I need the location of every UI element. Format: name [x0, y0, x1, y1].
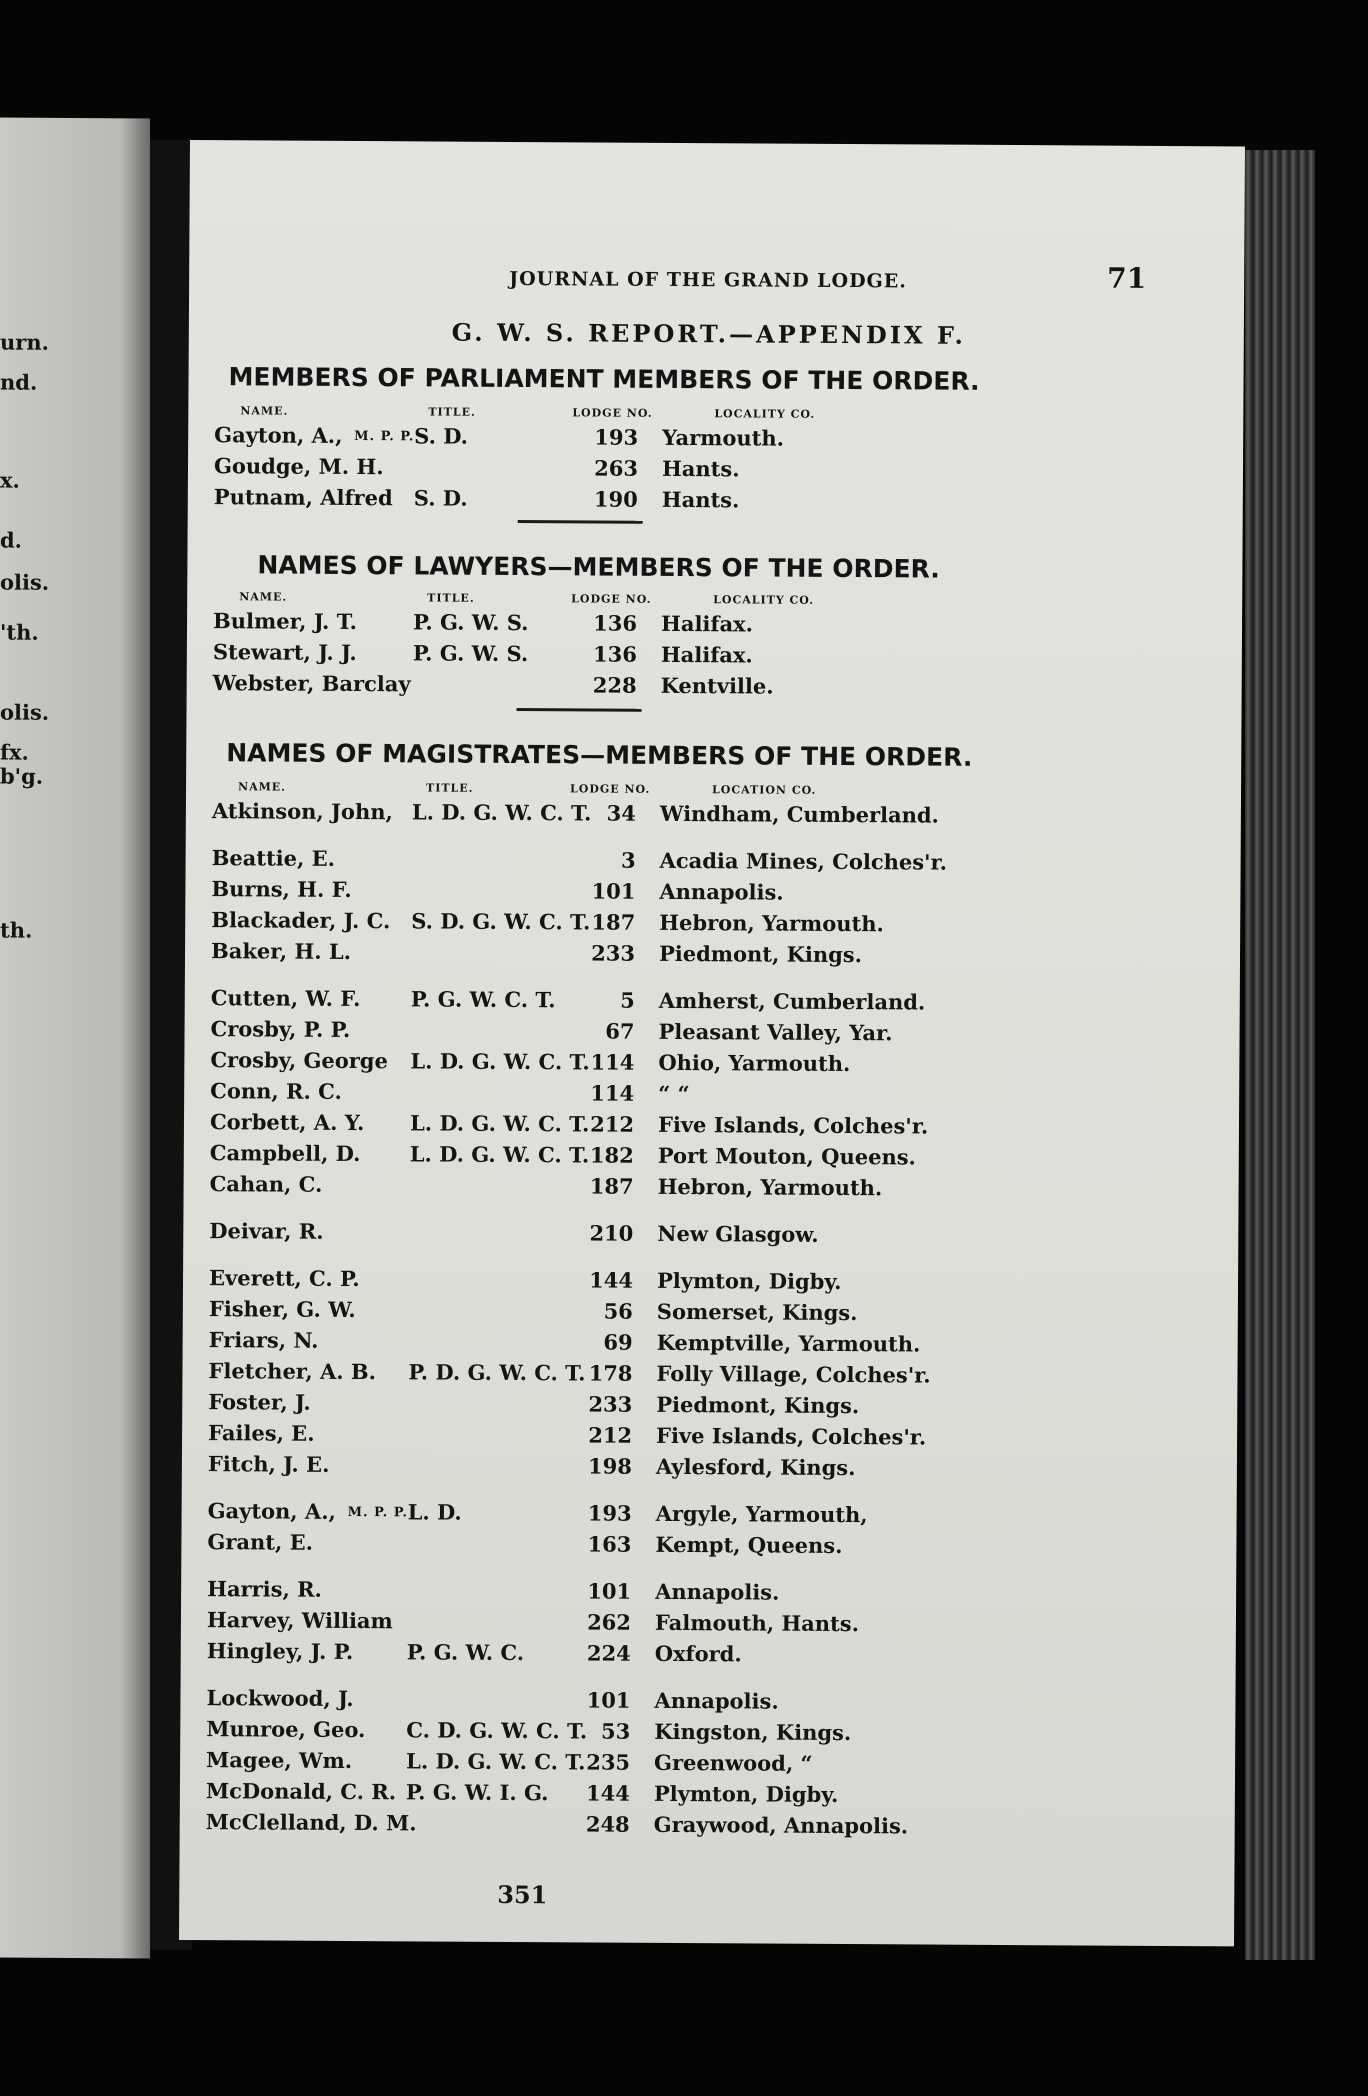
column-header-lodge: LODGE NO.	[572, 406, 653, 420]
lodge-number: 263	[594, 455, 639, 481]
member-location: Oxford.	[654, 1640, 742, 1667]
left-page-text: d.	[0, 527, 22, 553]
table-row	[188, 484, 1238, 520]
column-header-name: NAME.	[239, 590, 288, 604]
member-location: Aylesford, Kings.	[655, 1453, 856, 1481]
left-page-text: 'th.	[0, 619, 39, 645]
lodge-number: 101	[586, 1687, 631, 1713]
member-name: Friars, N.	[208, 1327, 319, 1353]
section-divider	[517, 708, 642, 712]
member-name: Grant, E.	[207, 1529, 314, 1555]
member-location: Plymton, Digby.	[653, 1780, 839, 1807]
table-row	[181, 1638, 1231, 1674]
member-name: Webster, Barclay	[212, 670, 411, 697]
table-row	[183, 1327, 1233, 1363]
member-name: Stewart, J. J.	[212, 639, 357, 666]
table-row	[180, 1747, 1230, 1783]
member-name: McDonald, C. R.	[205, 1778, 397, 1805]
column-header-lodge: LODGE NO.	[571, 592, 652, 606]
member-title: L. D. G. W. C. T.	[410, 1048, 590, 1075]
table-row	[180, 1716, 1230, 1752]
member-location: Acadia Mines, Colches'r.	[659, 847, 948, 875]
member-location: Annapolis.	[659, 878, 784, 905]
member-title: L. D. G. W. C. T.	[409, 1141, 590, 1168]
member-name: Beattie, E.	[211, 845, 336, 871]
table-row	[182, 1451, 1232, 1487]
table-row	[182, 1498, 1232, 1534]
member-location: Kingston, Kings.	[654, 1718, 852, 1746]
column-header-title: TITLE.	[428, 405, 476, 419]
footer-number: 351	[497, 1879, 548, 1910]
member-suffix: M. P. P.	[354, 429, 415, 445]
section-divider	[518, 520, 643, 524]
member-name: Baker, H. L.	[210, 938, 352, 964]
member-name: Blackader, J. C.	[211, 907, 391, 934]
member-location: Piedmont, Kings.	[658, 940, 863, 968]
document-page	[179, 140, 1245, 1946]
member-location: Annapolis.	[654, 1687, 779, 1714]
member-location: Folly Village, Colches'r.	[656, 1360, 931, 1388]
member-name: Conn, R. C.	[210, 1078, 342, 1104]
lodge-number: 3	[620, 847, 636, 873]
lodge-number: 53	[600, 1718, 631, 1744]
table-row	[188, 453, 1238, 489]
member-location: Graywood, Annapolis.	[653, 1811, 909, 1839]
member-name: McClelland, D. M.	[205, 1809, 417, 1836]
lodge-number: 144	[585, 1780, 630, 1806]
member-name: Campbell, D.	[209, 1140, 361, 1167]
column-header-title: TITLE.	[426, 781, 474, 795]
lodge-number: 34	[606, 800, 636, 826]
left-page-text: nd.	[0, 369, 38, 395]
lodge-number: 136	[593, 610, 638, 636]
member-name: Harvey, William	[206, 1607, 393, 1634]
column-header-lodge: LODGE NO.	[570, 782, 651, 796]
member-location: Somerset, Kings.	[656, 1298, 858, 1326]
lodge-number: 262	[587, 1609, 632, 1635]
member-title: C. D. G. W. C. T.	[406, 1717, 588, 1744]
member-location: “ “	[658, 1080, 690, 1107]
table-row	[183, 1265, 1233, 1301]
table-row	[182, 1358, 1232, 1394]
table-row	[181, 1529, 1231, 1565]
member-location: Halifax.	[660, 641, 753, 668]
lodge-number: 101	[591, 878, 636, 904]
table-row	[184, 1047, 1234, 1083]
member-name: Atkinson, John,	[211, 798, 393, 825]
member-title: L. D. G. W. C. T.	[409, 1110, 590, 1137]
page-edges	[1245, 150, 1315, 1960]
member-title: P. G. W. S.	[412, 609, 529, 636]
member-title: P. G. W. I. G.	[405, 1779, 549, 1806]
left-page-fragment	[0, 117, 150, 1958]
table-row	[185, 938, 1235, 974]
member-location: Hants.	[661, 486, 740, 513]
member-location: Yarmouth.	[662, 424, 785, 451]
lodge-number: 136	[592, 641, 637, 667]
member-location: Kentville.	[660, 672, 774, 699]
member-name: Fletcher, A. B.	[208, 1358, 377, 1385]
member-location: Hants.	[661, 455, 740, 482]
member-name: Putnam, Alfred	[213, 484, 393, 511]
table-row	[187, 670, 1237, 706]
page-number: 71	[1107, 261, 1147, 295]
member-name: Burns, H. F.	[211, 876, 352, 903]
table-row	[180, 1778, 1230, 1814]
lodge-number: 233	[591, 940, 636, 966]
member-name: Failes, E.	[208, 1420, 315, 1446]
table-row	[184, 1140, 1234, 1176]
member-location: Five Islands, Colches'r.	[657, 1111, 929, 1139]
lodge-number: 233	[588, 1391, 633, 1417]
table-row	[181, 1607, 1231, 1643]
column-header-location: LOCALITY CO.	[713, 593, 815, 607]
member-location: Hebron, Yarmouth.	[659, 909, 884, 937]
member-name: Foster, J.	[208, 1389, 311, 1415]
member-location: Argyle, Yarmouth,	[655, 1500, 868, 1528]
lodge-number: 248	[585, 1811, 630, 1837]
member-location: Falmouth, Hants.	[654, 1609, 860, 1637]
member-title: P. D. G. W. C. T.	[408, 1359, 586, 1386]
lodge-number: 198	[587, 1453, 632, 1479]
member-name: Hingley, J. P.	[206, 1638, 354, 1665]
lodge-number: 212	[590, 1111, 635, 1137]
lodge-number: 56	[603, 1298, 633, 1324]
column-header-location: LOCALITY CO.	[714, 407, 816, 421]
lodge-number: 182	[589, 1142, 634, 1168]
lodge-number: 190	[593, 486, 638, 512]
table-row	[184, 1171, 1234, 1207]
member-suffix: M. P. P.	[347, 1504, 408, 1521]
lodge-number: 212	[588, 1422, 633, 1448]
table-row	[187, 608, 1237, 644]
lodge-number: 224	[586, 1640, 631, 1666]
member-name: Harris, R.	[207, 1576, 322, 1602]
lodge-number: 193	[594, 424, 639, 450]
lodge-number: 69	[603, 1329, 633, 1355]
left-page-text: urn.	[0, 329, 49, 355]
member-location: Five Islands, Colches'r.	[656, 1422, 927, 1450]
table-row	[186, 798, 1236, 834]
table-row	[185, 985, 1235, 1021]
table-row	[181, 1576, 1231, 1612]
table-row	[180, 1809, 1230, 1845]
lodge-number: 67	[605, 1018, 635, 1044]
left-page-text: olis.	[0, 699, 50, 725]
member-location: Ohio, Yarmouth.	[658, 1049, 851, 1077]
member-name: Everett, C. P.	[208, 1265, 360, 1292]
member-name: Crosby, George	[210, 1047, 388, 1074]
table-row	[184, 1078, 1234, 1114]
member-name: Crosby, P. P.	[210, 1016, 351, 1042]
member-name: Fitch, J. E.	[207, 1451, 330, 1477]
column-header-title: TITLE.	[427, 591, 475, 605]
column-header-name: NAME.	[238, 780, 287, 794]
member-name: Fisher, G. W.	[208, 1296, 356, 1323]
section-title: NAMES OF MAGISTRATES—MEMBERS OF THE ORDER.	[226, 738, 973, 772]
lodge-number: 144	[589, 1267, 634, 1293]
member-title: L. D. G. W. C. T.	[411, 799, 592, 826]
member-location: Kempt, Queens.	[655, 1531, 843, 1559]
table-row	[184, 1109, 1234, 1145]
lodge-number: 193	[587, 1500, 632, 1526]
member-title: S. D.	[414, 423, 469, 449]
left-page-text: fx.	[0, 739, 29, 765]
member-name: Goudge, M. H.	[213, 453, 384, 480]
member-name: Magee, Wm.	[206, 1747, 353, 1774]
member-name: Cutten, W. F.	[210, 985, 361, 1012]
member-name: Gayton, A.,	[214, 422, 343, 448]
table-row	[187, 639, 1237, 675]
member-name: Cahan, C.	[209, 1171, 323, 1197]
table-row	[180, 1685, 1230, 1721]
table-row	[188, 422, 1238, 458]
left-page-text: b'g.	[0, 763, 44, 789]
lodge-number: 114	[590, 1049, 635, 1075]
member-name: Deivar, R.	[209, 1218, 324, 1244]
member-location: Halifax.	[660, 610, 754, 637]
lodge-number: 235	[586, 1749, 631, 1775]
left-page-text: olis.	[0, 569, 50, 595]
column-header-location: LOCATION CO.	[712, 783, 817, 797]
column-header-name: NAME.	[240, 404, 289, 418]
member-location: New Glasgow.	[657, 1220, 819, 1247]
table-row	[182, 1389, 1232, 1425]
member-title: S. D.	[413, 485, 468, 511]
appendix-title: G. W. S. REPORT.—APPENDIX F.	[451, 317, 967, 350]
table-row	[186, 845, 1236, 881]
lodge-number: 187	[591, 909, 636, 935]
member-title: L. D. G. W. C. T.	[406, 1748, 586, 1775]
member-location: Amherst, Cumberland.	[658, 987, 926, 1015]
member-location: Kemptville, Yarmouth.	[656, 1329, 921, 1357]
member-title: L. D.	[407, 1499, 462, 1525]
member-title: S. D. G. W. C. T.	[411, 908, 591, 935]
lodge-number: 101	[587, 1578, 632, 1604]
left-page-text: x.	[0, 467, 20, 493]
table-row	[185, 876, 1235, 912]
member-name: Gayton, A.,	[207, 1498, 336, 1524]
table-row	[185, 907, 1235, 943]
member-location: Windham, Cumberland.	[659, 800, 939, 828]
member-location: Hebron, Yarmouth.	[657, 1173, 883, 1201]
member-title: P. G. W. C. T.	[410, 986, 556, 1013]
table-row	[183, 1218, 1233, 1254]
member-location: Greenwood, “	[654, 1749, 813, 1776]
member-title: P. G. W. C.	[406, 1639, 525, 1666]
lodge-number: 228	[592, 672, 637, 698]
member-location: Plymton, Digby.	[656, 1267, 842, 1295]
left-page-text: th.	[0, 917, 33, 943]
lodge-number: 163	[587, 1531, 632, 1557]
table-row	[184, 1016, 1234, 1052]
member-name: Corbett, A. Y.	[209, 1109, 365, 1136]
member-title: P. G. W. S.	[412, 640, 529, 667]
member-location: Port Mouton, Queens.	[657, 1142, 917, 1170]
member-location: Piedmont, Kings.	[656, 1391, 860, 1419]
lodge-number: 114	[590, 1080, 635, 1106]
section-title: MEMBERS OF PARLIAMENT MEMBERS OF THE ORDER.	[228, 362, 980, 396]
lodge-number: 187	[589, 1173, 634, 1199]
member-location: Pleasant Valley, Yar.	[658, 1018, 893, 1046]
table-row	[182, 1420, 1232, 1456]
member-name: Lockwood, J.	[206, 1685, 354, 1712]
running-title: JOURNAL OF THE GRAND LODGE.	[509, 267, 907, 293]
lodge-number: 210	[589, 1220, 634, 1246]
lodge-number: 5	[620, 987, 635, 1013]
section-title: NAMES OF LAWYERS—MEMBERS OF THE ORDER.	[257, 550, 940, 584]
table-row	[183, 1296, 1233, 1332]
member-name: Munroe, Geo.	[206, 1716, 366, 1743]
member-name: Bulmer, J. T.	[212, 608, 358, 635]
lodge-number: 178	[588, 1360, 633, 1386]
member-location: Annapolis.	[655, 1578, 780, 1605]
